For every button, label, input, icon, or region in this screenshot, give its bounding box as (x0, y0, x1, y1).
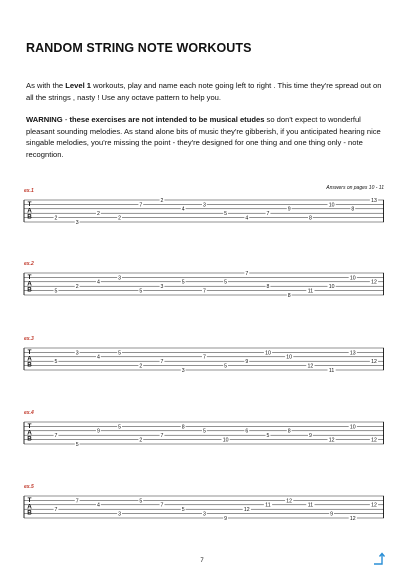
fret-number: 12 (371, 359, 377, 366)
fret-number: 9 (245, 359, 249, 366)
fret-number: 3 (160, 284, 164, 291)
fret-number: 7 (160, 433, 164, 440)
example-1 (22, 188, 384, 232)
fret-number: 5 (266, 433, 270, 440)
fret-number: 12 (307, 363, 314, 370)
fret-number: 5 (118, 424, 122, 431)
tab-staff (22, 188, 384, 232)
fret-number: 3 (181, 367, 185, 374)
tab-clef-letter: A (27, 429, 32, 437)
fret-number: 5 (139, 288, 143, 295)
fret-number: 11 (328, 367, 335, 374)
tab-clef-letter: B (27, 435, 32, 443)
tab-clef-letter: T (27, 274, 32, 282)
fret-number: 12 (371, 437, 377, 444)
fret-number: 8 (266, 284, 270, 291)
tab-clef-letter: A (27, 355, 32, 363)
fret-number: 9 (287, 206, 291, 213)
fret-number: 10 (265, 350, 271, 357)
tab-staff (22, 261, 384, 305)
fret-number: 5 (139, 498, 143, 505)
fret-number: 11 (307, 502, 314, 509)
example-label: ex.1 (24, 188, 34, 194)
fret-number: 10 (222, 437, 229, 444)
fret-number: 5 (181, 279, 185, 286)
example-4 (22, 410, 384, 454)
fret-number: 7 (75, 498, 79, 505)
tab-clef-letter: T (27, 423, 32, 431)
tab-clef-letter: B (27, 213, 32, 221)
fret-number: 11 (265, 502, 271, 509)
fret-number: 8 (181, 424, 185, 431)
tab-clef-letter: A (27, 207, 32, 215)
tab-clef-letter: B (27, 286, 32, 294)
fret-number: 11 (307, 288, 314, 295)
fret-number: 9 (330, 511, 334, 518)
intro-text-pre: As with the (26, 81, 66, 90)
fret-number: 5 (54, 359, 58, 366)
tab-clef-letter: A (27, 503, 32, 511)
fret-number: 3 (202, 511, 206, 518)
fret-number: 4 (181, 206, 185, 213)
example-2 (22, 261, 384, 305)
level-1-bold: Level 1 (65, 81, 92, 90)
fret-number: 7 (202, 288, 206, 295)
example-label: ex.5 (24, 484, 34, 490)
tab-clef-letter: B (27, 509, 32, 517)
fret-number: 5 (75, 441, 79, 448)
tab-staff (22, 336, 384, 380)
fret-number: 7 (266, 211, 270, 218)
fret-number: 3 (75, 350, 79, 357)
fret-number: 9 (224, 515, 228, 522)
fret-number: 5 (54, 288, 58, 295)
fret-number: 3 (118, 511, 122, 518)
warning-dash: - (62, 115, 70, 124)
example-3 (22, 336, 384, 380)
fret-number: 7 (139, 202, 143, 209)
fret-number: 8 (287, 292, 291, 299)
tab-clef-letter: T (27, 201, 32, 209)
fret-number: 4 (96, 354, 100, 361)
fret-number: 4 (96, 502, 100, 509)
warning-paragraph (26, 114, 386, 160)
fret-number: 5 (181, 507, 185, 514)
answers-note: Answers on pages 10 - 11 (326, 185, 384, 191)
example-label: ex.2 (24, 261, 34, 267)
fret-number: 12 (371, 502, 377, 509)
tab-clef-letter: B (27, 361, 32, 369)
page-number: 7 (200, 558, 204, 564)
fret-number: 7 (160, 502, 164, 509)
fret-number: 10 (349, 275, 356, 282)
fret-number: 5 (118, 350, 122, 357)
fret-number: 8 (351, 206, 355, 213)
warning-label: WARNING (26, 115, 63, 124)
fret-number: 10 (349, 424, 356, 431)
fret-number: 12 (328, 437, 335, 444)
fret-number: 6 (245, 428, 249, 435)
fret-number: 4 (245, 215, 249, 222)
fret-number: 2 (139, 437, 143, 444)
tab-staff (22, 484, 384, 528)
fret-number: 2 (118, 215, 122, 222)
fret-number: 8 (308, 215, 312, 222)
fret-number: 4 (96, 279, 100, 286)
fret-number: 7 (54, 433, 58, 440)
warning-bold-text: these exercises are not intended to be musical etudes (69, 115, 265, 124)
fret-number: 5 (224, 211, 228, 218)
fret-number: 2 (75, 284, 79, 291)
fret-number: 7 (160, 359, 164, 366)
fret-number: 9 (96, 428, 100, 435)
fret-number: 12 (349, 515, 356, 522)
fret-number: 5 (224, 279, 228, 286)
fret-number: 5 (224, 363, 228, 370)
example-label: ex.4 (24, 410, 34, 416)
tab-clef-letter: T (27, 497, 32, 505)
fret-number: 7 (245, 270, 249, 277)
fret-number: 5 (202, 428, 206, 435)
example-label: ex.3 (24, 336, 34, 342)
fret-number: 7 (54, 507, 58, 514)
fret-number: 13 (349, 350, 356, 357)
fret-number: 12 (243, 507, 250, 514)
fret-number: 10 (328, 202, 335, 209)
tab-staff (22, 410, 384, 454)
fret-number: 9 (308, 433, 312, 440)
fret-number: 7 (202, 354, 206, 361)
fret-number: 12 (286, 498, 293, 505)
fret-number: 13 (371, 197, 377, 204)
fret-number: 10 (328, 284, 335, 291)
return-arrow-icon[interactable] (371, 552, 385, 566)
fret-number: 2 (139, 363, 143, 370)
example-5 (22, 484, 384, 528)
intro-paragraph (26, 80, 386, 103)
fret-number: 2 (160, 197, 164, 204)
warning-text-post: so don't expect to wonderful pleasant sounding melodies. As stand alone bits of music they're gibberish, if you anticipated hearing nice singable melodies, you're missing the point - they're designed for one thing and one thing only - note recogntion. (26, 115, 381, 159)
tab-clef-letter: A (27, 280, 32, 288)
fret-number: 8 (287, 428, 291, 435)
intro-text-post: workouts, play and name each note going left to right . This time they're spread out on all the strings , nasty ! Use any octave pattern to help you. (26, 81, 382, 102)
fret-number: 10 (286, 354, 293, 361)
fret-number: 2 (96, 211, 100, 218)
fret-number: 12 (371, 279, 377, 286)
fret-number: 3 (202, 202, 206, 209)
fret-number: 2 (54, 215, 58, 222)
tab-clef-letter: T (27, 349, 32, 357)
fret-number: 3 (118, 275, 122, 282)
page-title: RANDOM STRING NOTE WORKOUTS (26, 41, 252, 55)
fret-number: 3 (75, 219, 79, 226)
